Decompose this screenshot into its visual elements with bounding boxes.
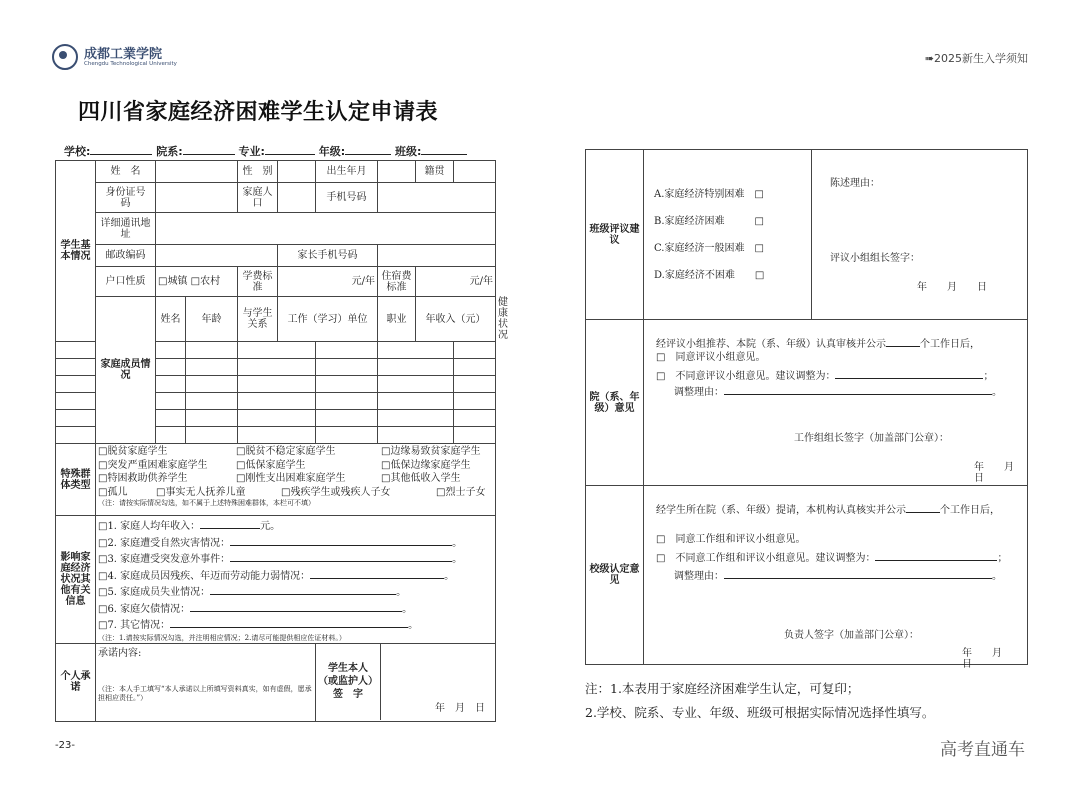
factor-line[interactable] (310, 568, 444, 579)
university-emblem-icon (52, 44, 78, 70)
class-option-b[interactable]: B.家庭经济困难 □ (654, 215, 764, 227)
section-school-review: 校级认定意见 (586, 486, 644, 665)
special-option[interactable]: □烈士子女 (436, 486, 486, 498)
student-signature-area[interactable] (381, 644, 495, 720)
school-label: 学校: (64, 145, 91, 158)
family-col-income: 年收入（元） (416, 297, 496, 342)
factor-end: 。 (408, 620, 419, 631)
school-agree-option[interactable]: □ 同意工作组和评议小组意见。 (656, 534, 806, 545)
page-number: -23- (55, 740, 75, 751)
dept-reason-field[interactable] (724, 384, 992, 395)
school-field[interactable] (90, 144, 152, 155)
class-field[interactable] (421, 144, 467, 155)
factor-item[interactable]: □2. 家庭遭受自然灾害情况： (98, 537, 231, 549)
dept-days-field[interactable] (886, 336, 920, 347)
tuition-label: 学费标准 (238, 267, 278, 297)
family-col-name: 姓名 (156, 297, 186, 342)
birth-cell[interactable] (378, 161, 416, 183)
promise-date: 年 月 日 (435, 702, 485, 714)
major-field[interactable] (265, 144, 315, 155)
address-cell[interactable] (156, 213, 496, 245)
special-option[interactable]: □其他低收入学生 (381, 473, 461, 484)
address-label: 详细通讯地址 (96, 213, 156, 245)
dept-line-end: 个工作日后， (920, 339, 980, 350)
factor-line[interactable] (170, 617, 408, 628)
special-option[interactable]: □低保家庭学生 (236, 459, 306, 471)
school-disagree-option[interactable]: □ 不同意工作组和评议小组意见。建议调整为： (656, 553, 876, 564)
dept-date: 年 月 日 (974, 462, 1034, 484)
mobile-label: 手机号码 (316, 183, 378, 213)
family-col-job: 职业 (378, 297, 416, 342)
special-option[interactable]: □脱贫家庭学生 (98, 446, 168, 457)
name-label: 姓 名 (96, 161, 156, 183)
class-option-d[interactable]: D.家庭经济不困难 □ (654, 269, 765, 281)
form-title: 四川省家庭经济困难学生认定申请表 (78, 100, 439, 125)
promise-note: （注：本人手工填写“本人承诺以上所填写资料真实，如有虚假，愿承担相应责任。”） (98, 684, 312, 702)
dept-label: 院系: (156, 145, 183, 158)
factor-line[interactable] (230, 535, 452, 546)
lodging-cell[interactable]: 元/年 (416, 267, 496, 297)
factor-item[interactable]: □4. 家庭成员因残疾、年迈而劳动能力弱情况： (98, 570, 311, 582)
school-line-end: 个工作日后， (940, 505, 1000, 516)
id-number-label: 身份证号 码 (96, 183, 156, 213)
school-line-text: 经学生所在院（系、年级）提请，本机构认真核实并公示 (656, 505, 906, 516)
factor-line[interactable] (200, 518, 260, 529)
native-label: 籍贯 (416, 161, 454, 183)
factor-item[interactable]: □1. 家庭人均年收入： (98, 521, 201, 532)
factor-end: 。 (452, 537, 463, 549)
family-col-work: 工作（学习）单位 (278, 297, 378, 342)
special-option[interactable]: □特困救助供养学生 (98, 473, 188, 484)
postcode-cell[interactable] (156, 245, 278, 267)
dept-reason-label: 调整理由： (674, 387, 724, 398)
special-option[interactable]: □脱贫不稳定家庭学生 (236, 446, 336, 457)
section-family-members: 家庭成员情况 (96, 297, 156, 444)
section-other-factors: 影响家庭经济状况其他有关信息 (56, 516, 96, 644)
school-adjust-field[interactable] (875, 550, 997, 561)
special-option[interactable]: □刚性支出困难家庭学生 (236, 473, 346, 484)
special-option[interactable]: □低保边缘家庭学生 (381, 459, 471, 471)
dept-sign-label: 工作组组长签字（加盖部门公章）： (794, 433, 949, 444)
parent-mobile-cell[interactable] (378, 245, 496, 267)
special-note: （注：请按实际情况勾选，如不属于上述特殊困难群体，本栏可不填） (98, 499, 315, 507)
school-date: 年 月 日 (962, 648, 1022, 670)
school-sign-label: 负责人签字（加盖部门公章）： (784, 630, 919, 641)
birth-label: 出生年月 (316, 161, 378, 183)
section-personal-promise: 个人承诺 (56, 643, 96, 721)
household-label: 家庭人口 (238, 183, 278, 213)
major-label: 专业: (238, 145, 265, 158)
dept-field[interactable] (183, 144, 235, 155)
class-option-c[interactable]: C.家庭经济一般困难 □ (654, 242, 764, 254)
hukou-options[interactable]: □城镇 □农村 (156, 267, 238, 297)
school-reason-label: 调整理由： (674, 571, 724, 582)
grade-field[interactable] (345, 144, 391, 155)
logo-english-name: Chengdu Technological University (84, 60, 177, 67)
factor-line[interactable] (230, 551, 452, 562)
lodging-label: 住宿费标准 (378, 267, 416, 297)
special-option[interactable]: □事实无人抚养儿童 (156, 486, 246, 498)
dept-adjust-field[interactable] (835, 368, 983, 379)
family-col-age: 年龄 (186, 297, 238, 342)
class-sign-label: 评议小组组长签字： (830, 253, 920, 264)
factor-unit: 元。 (260, 521, 281, 532)
parent-mobile-label: 家长手机号码 (278, 245, 378, 267)
grade-label: 年级: (318, 145, 346, 158)
right-form-table: 班级评议建议 A.家庭经济特别困难 □ B.家庭经济困难 □ C.家庭经济一般困难 □ D.家庭经济不困难 □ 陈述理由： 评议小组组长签字： 年 月 日 院（系、年级）意见 经评议小组推荐、本院（系、年级）认真审核并公示 个工作日后， □ 同意评议小组意见。 □ 不同意评议小组意见。建议调整为： ； 调整理由： 。 工作组组长签字（加盖部门公章）： 年 月 日 校级认定意见 经学生所在院（系、年级）提请，本机构认真核实并公示 个工作日后， □ 同意工作组和评议小组意见。 □ 不同意工作组和评议小组意见。建议调整为： ； 调整理由： 。 负责人签字（加盖部门公章）： 年 月 日 (585, 149, 1028, 665)
section-dept-review: 院（系、年级）意见 (586, 320, 644, 486)
factor-note: （注：1.请按实际情况勾选，并注明相应情况；2.请尽可能提供相应佐证材料。） (98, 633, 346, 642)
class-option-a[interactable]: A.家庭经济特别困难 □ (654, 188, 764, 200)
header-section-label: ➠2025新生入学须知 (924, 52, 1028, 65)
gender-cell[interactable] (278, 161, 316, 183)
section-basic-info: 学生基本情况 (56, 161, 96, 342)
left-form-table: 学生基本情况 姓 名 性 别 出生年月 籍贯 身份证号 码 家庭人口 手机号码 详细通讯地址 邮政编码 家长手机号码 户口性质 □城镇 □农村 学费标准 元/年 住宿费标准 元/年 家庭成员情况 姓名 年龄 与学生关系 工作（学习）单位 职业 年收入（元） 健康状况 特殊群体类型 □脱贫家庭学生 □脱贫不稳定家庭学生 □边缘易致贫家庭学生 □突发严重困难家庭学生 □低保家庭学生 □低保边缘家庭学生 □特困救助供养学生 □刚性支出困难家庭学生 □其他低收入学生 □孤儿 □事实无人抚养儿童 □残疾学生或残疾人子女 □烈士子女 （注：请按实际情况勾选，如不属于上述特殊困难群体，本栏可不填） 影响家庭经济状况其他有关信息 □1. 家庭人均年收入： 元。 □2. 家庭遭受自然灾害情况： 。 □3. 家庭遭受突发意外事件： 。 □4. 家庭成员因残疾、年迈而劳动能力弱情况： 。 □5. 家庭成员失业情况： 。 □6. 家庭欠债情况： 。 □7. 其它情况： 。 （注：1.请按实际情况勾选，并注明相应情况；2.请尽可能提供相应佐证材料。） 个人承诺 承诺内容: （注：本人手工填写“本人承诺以上所填写资料真实，如有虚假，愿承担相应责任。”） 学生本人 （或监护人） 签 字 年 月 日 (55, 160, 496, 722)
school-days-field[interactable] (906, 502, 940, 513)
hukou-label: 户口性质 (96, 267, 156, 297)
special-option[interactable]: □突发严重困难家庭学生 (98, 459, 208, 471)
native-cell[interactable] (454, 161, 496, 183)
class-date: 年 月 日 (917, 282, 987, 293)
factor-end: 。 (444, 570, 455, 582)
factor-end: 。 (452, 554, 463, 565)
footnote-1: 注：1.本表用于家庭经济困难学生认定，可复印； (585, 681, 860, 696)
dept-line-text: 经评议小组推荐、本院（系、年级）认真审核并公示 (656, 339, 886, 350)
watermark-text: 高考直通车 (940, 740, 1025, 760)
postcode-label: 邮政编码 (96, 245, 156, 267)
factor-item[interactable]: □5. 家庭成员失业情况： (98, 587, 211, 598)
family-col-relation: 与学生关系 (238, 297, 278, 342)
factor-end: 。 (396, 587, 407, 598)
name-cell[interactable] (156, 161, 238, 183)
class-label: 班级: (395, 145, 422, 158)
mobile-cell[interactable] (378, 183, 496, 213)
id-number-cell[interactable] (156, 183, 238, 213)
promise-content-label: 承诺内容: (98, 647, 142, 659)
tuition-cell[interactable]: 元/年 (278, 267, 378, 297)
dept-disagree-option[interactable]: □ 不同意评议小组意见。建议调整为： (656, 371, 836, 382)
special-option[interactable]: □残疾学生或残疾人子女 (281, 486, 391, 498)
factor-item[interactable]: □6. 家庭欠债情况： (98, 603, 191, 615)
section-special-groups: 特殊群体类型 (56, 444, 96, 516)
dept-agree-option[interactable]: □ 同意评议小组意见。 (656, 352, 766, 363)
special-option[interactable]: □边缘易致贫家庭学生 (381, 446, 481, 457)
class-reason-label: 陈述理由： (830, 178, 880, 189)
sign-label-sign: 签 字 (333, 688, 363, 700)
factor-line[interactable] (190, 601, 402, 612)
form-meta-fields (64, 143, 467, 159)
section-class-review: 班级评议建议 (586, 150, 644, 320)
footnote-2: 2.学校、院系、专业、年级、班级可根据实际情况选择性填写。 (585, 705, 935, 720)
gender-label: 性 别 (238, 161, 278, 183)
university-logo (52, 44, 177, 70)
school-reason-field[interactable] (724, 568, 992, 579)
factor-item[interactable]: □3. 家庭遭受突发意外事件： (98, 554, 231, 565)
logo-chinese-name: 成都工業学院 (84, 46, 163, 62)
factor-end: 。 (402, 603, 413, 615)
factor-item[interactable]: □7. 其它情况： (98, 620, 171, 631)
sign-label-guardian: （或监护人） (318, 675, 378, 687)
household-cell[interactable] (278, 183, 316, 213)
promise-content-area[interactable] (98, 659, 313, 685)
factor-line[interactable] (210, 584, 396, 595)
sign-label-student: 学生本人 (328, 662, 368, 674)
special-option[interactable]: □孤儿 (98, 486, 128, 498)
